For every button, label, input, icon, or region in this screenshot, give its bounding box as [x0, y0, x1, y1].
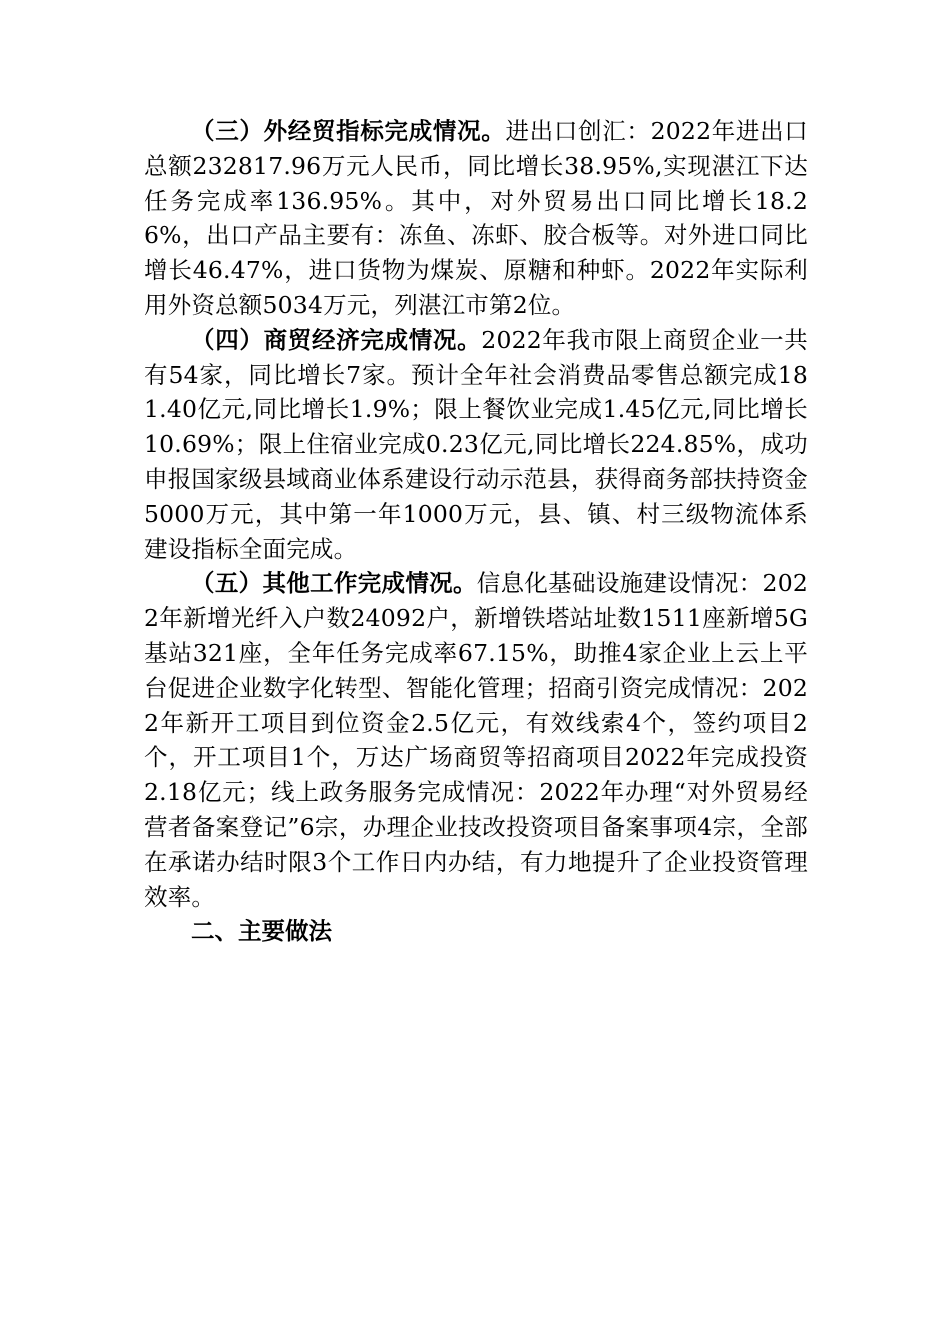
section-foreign-trade-body: 进出口创汇：2022年进出口总额232817.96万元人民币，同比增长38.95%,实现湛江下达任务完成率136.95%。其中，对外贸易出口同比增长18.26%，出口产品主要有：冻鱼、冻虾、胶合板等。对外进口同比增长46.47%，进口货物为煤炭、原糖和种虾。2022年实际利用外资总额5034万元，列湛江市第2位。 [144, 117, 808, 319]
section-commerce-title: （四）商贸经济完成情况。 [191, 325, 482, 354]
section-foreign-trade-title: （三）外经贸指标完成情况。 [191, 117, 506, 145]
section-other-work [144, 566, 808, 914]
main-practices-heading: 二、主要做法 [191, 917, 332, 946]
section-foreign-trade [144, 114, 808, 323]
section-other-work-body: 信息化基础设施建设情况：2022年新增光纤入户数24092户，新增铁塔站址数1511座新增5G基站321座，全年任务完成率67.15%，助推4家企业上云上平台促进企业数字化转型、智能化管理；招商引资完成情况：2022年新开工项目到位资金2.5亿元，有效线索4个，签约项目2个，开工项目1个，万达广场商贸等招商项目2022年完成投资2.18亿元；线上政务服务完成情况：2022年办理“对外贸易经营者备案登记”6宗，办理企业技改投资项目备案事项4宗，全部在承诺办结时限3个工作日内办结，有力地提升了企业投资管理效率。 [144, 569, 809, 911]
section-commerce-body: 2022年我市限上商贸企业一共有54家，同比增长7家。预计全年社会消费品零售总额完成181.40亿元,同比增长1.9%；限上餐饮业完成1.45亿元,同比增长10.69%；限上住宿业完成0.23亿元,同比增长224.85%，成功申报国家级县域商业体系建设行动示范县，获得商务部扶持资金5000万元，其中第一年1000万元，县、镇、村三级物流体系建设指标全面完成。 [144, 325, 808, 563]
section-other-work-title: （五）其他工作完成情况。 [191, 569, 477, 598]
document-page [144, 114, 808, 949]
section-commerce [144, 323, 808, 567]
